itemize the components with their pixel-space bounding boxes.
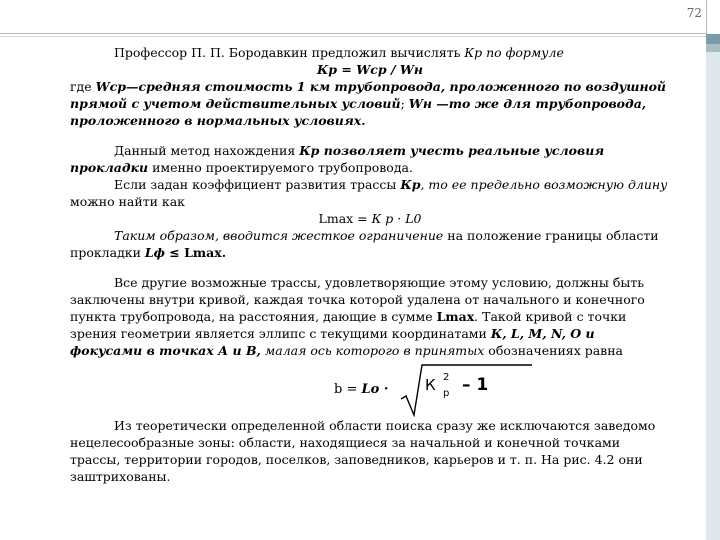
paragraph-method xyxy=(70,142,670,176)
frame-line-vertical xyxy=(706,0,707,34)
ellipse-coordinates: К, L, М, N, О и фокусами в точках А и В, xyxy=(70,326,595,358)
paragraph-definitions xyxy=(70,78,670,129)
spacer xyxy=(70,129,670,142)
coefficient-tail: можно найти как xyxy=(70,194,185,209)
spacer xyxy=(70,261,670,274)
constraint-italic: Таким образом, вводится жесткое ограничение xyxy=(114,228,444,243)
frame-line-top-inner xyxy=(0,36,706,37)
ellipse-middle: . Такой кривой с точки зрения геометрии является эллипс с текущими координатами xyxy=(70,309,627,341)
paragraph-coefficient xyxy=(70,176,670,210)
paragraph-intro xyxy=(70,44,670,61)
definition-wn: Wн —то же для трубопровода, проложенного в нормальных условиях. xyxy=(70,96,647,128)
constraint-text: на положение границы области прокладки xyxy=(70,228,659,260)
method-bold: Кр позволяет учесть реальные условия прокладки xyxy=(70,143,605,175)
ellipse-italic: малая ось которого в принятых xyxy=(260,343,485,358)
formula-lmax-rhs: К р · L0 xyxy=(371,211,422,226)
formula-minus-one: – 1 xyxy=(462,375,489,395)
paragraph-exclusions: Из теоретически определенной области поиска сразу же исключаются заведомо нецелесообразные зоны: области, находящиеся за начальной и конечной точками трассы, территории городов, поселков, заповедников, карьеров и т. п. На рис. 4.2 они заштрихованы. xyxy=(70,418,656,484)
constraint-lmax: ≤ Lmax. xyxy=(164,245,227,260)
formula-b-lo: Lo · xyxy=(361,382,389,397)
slide-side-bar xyxy=(706,34,720,540)
definitions-separator: ; xyxy=(400,96,409,111)
coefficient-lead: Если задан коэффициент развития трассы xyxy=(114,177,401,192)
ellipse-tail: обозначениях равна xyxy=(484,343,623,358)
formula-minor-axis xyxy=(70,363,670,417)
formula-b-label: b = xyxy=(334,382,362,397)
formula-kp-exponent: 2 xyxy=(443,372,450,383)
coefficient-italic: , то ее предельно возможную длину xyxy=(420,177,668,192)
side-bar-dark xyxy=(706,34,720,44)
method-lead: Данный метод нахождения xyxy=(114,143,300,158)
formula-kp-text: Кр = Wср / Wн xyxy=(316,62,424,77)
paragraph-constraint xyxy=(70,227,670,261)
paragraph-ellipse xyxy=(70,274,670,359)
frame-line-top xyxy=(0,33,706,34)
constraint-lf: Lф xyxy=(144,245,165,260)
side-bar-light xyxy=(706,52,720,540)
formula-kp-subscript: р xyxy=(443,388,450,399)
definition-wsr: Wср—средняя стоимость 1 км трубопровода, проложенного по воздушной прямой с учетом действительных условий xyxy=(70,79,666,111)
formula-lmax xyxy=(70,210,670,227)
formula-kp-symbol: К xyxy=(425,376,436,394)
definitions-lead: где xyxy=(70,79,96,94)
intro-italic: Кр по формуле xyxy=(464,45,564,60)
formula-kp xyxy=(70,61,670,78)
coefficient-kp: Кр xyxy=(400,177,421,192)
formula-lmax-lhs: Lmax = xyxy=(318,211,372,226)
slide-frame-top xyxy=(0,0,720,36)
ellipse-lmax: Lmax xyxy=(436,309,475,324)
side-bar-mid xyxy=(706,44,720,52)
ellipse-lead: Все другие возможные трассы, удовлетворяющие этому условию, должны быть заключены внутри кривой, каждая точка которой удалена от начального и конечного пункта трубопровода, на расстояния, дающие в сумме xyxy=(70,275,645,324)
intro-text: Профессор П. П. Бородавкин предложил вычислять xyxy=(114,45,465,60)
formula-minor-axis-lhs xyxy=(334,381,388,398)
document-body xyxy=(70,44,670,485)
method-tail: именно проектируемого трубопровода. xyxy=(148,160,413,175)
page-number: 72 xyxy=(686,6,702,20)
